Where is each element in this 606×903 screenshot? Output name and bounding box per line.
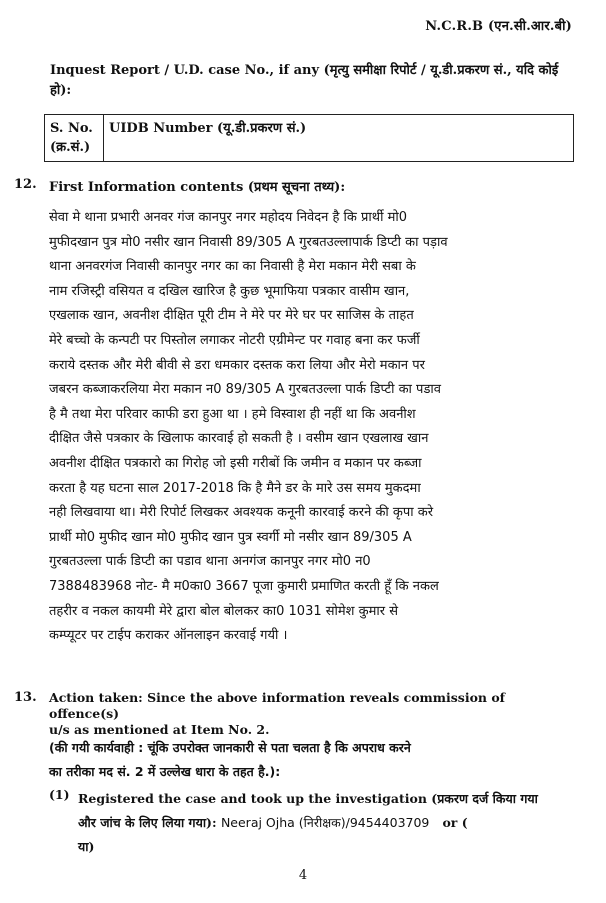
fir-text-line: नही लिखवाया था। मेरी रिपोर्ट लिखकर अवश्यक कनूनी कारवाई करने की कृपा करे: [49, 505, 434, 521]
subitem-1-line2: [78, 811, 573, 835]
uidb-number-label: UIDB Number (यू.डी.प्रकरण सं.): [109, 121, 307, 136]
section-13-hindi-line1: (की गयी कार्यवाही : चूंकि उपरोक्त जानकारी से पता चलता है कि अपराध करने: [49, 740, 411, 755]
section-13-title: [49, 690, 569, 738]
fir-text-line: मेरे बच्चो के कन्पटी पर पिस्तोल लगाकर नोटरी एग्रीमेन्ट पर गवाह बना कर फर्जी: [49, 332, 420, 348]
header-org-title: N.C.R.B (एन.सी.आर.बी): [425, 19, 572, 34]
fir-text-line: 7388483968 नोट- मै म0का0 3667 पूजा कुमारी प्रमाणित करती हूँ कि नकल: [49, 578, 439, 594]
fir-text-line: प्रार्थी मो0 मुफीद खान मो0 मुफीद खान पुत्र स्वर्गी मो नसीर खान 89/305 A: [49, 529, 412, 545]
fir-text-line: एखलाक खान, अवनीश दीक्षित पूरी टीम ने मेरे पर मेरे घर पर साजिस के ताहत: [49, 308, 414, 324]
subitem-1-number: (1): [49, 787, 70, 802]
uidb-number-cell: [104, 115, 574, 162]
subitem-1-line1: Registered the case and took up the investigation (प्रकरण दर्ज किया गया: [78, 791, 538, 806]
fir-text-line: तहरीर व नकल कायमी मेरे द्वारा बोल बोलकर का0 1031 सोमेश कुमार से: [49, 603, 399, 619]
fir-text-line: करता है यह घटना साल 2017-2018 कि है मैने डर के मारे उस समय मुकदमा: [49, 480, 421, 496]
sno-label: S. No.: [50, 121, 93, 136]
fir-text-line: सेवा मे थाना प्रभारी अनवर गंज कानपुर नगर महोदय निवेदन है कि प्रार्थी मो0: [49, 210, 408, 225]
fir-text-line: दीक्षित जैसे पत्रकार के खिलाफ कारवाई हो सकती है । वसीम खान एखलाख खान: [49, 431, 429, 447]
inquest-report-label: Inquest Report / U.D. case No., if any (मृत्यु समीक्षा रिपोर्ट / यू.डी.प्रकरण सं., यदि कोई हो):: [50, 63, 559, 98]
page-number: 4: [298, 868, 308, 883]
section-12-title: First Information contents (प्रथम सूचना तथ्य):: [49, 180, 346, 195]
sno-label-hindi: (क्र.सं.): [50, 140, 91, 155]
section-13-hindi: [49, 736, 571, 784]
fir-text-line: जबरन कब्जाकरलिया मेरा मकान न0 89/305 A गुरबतउल्ला पार्क डिप्टी का पडाव: [49, 382, 441, 398]
first-information-contents: [49, 206, 571, 649]
subitem-1-line2-tail: or (: [442, 815, 468, 830]
fir-text-line: कराये दस्तक और मेरी बीवी से डरा धमकार दस्तक करा लिया और मेरो मकान पर: [49, 357, 425, 373]
subitem-1-text: [78, 787, 573, 859]
uidb-table: [44, 114, 574, 162]
fir-text-line: नाम रजिस्ट्री वसियत व दखिल खारिज है कुछ भूमाफिया पत्रकार वासीम खान,: [49, 283, 410, 299]
investigating-officer: Neeraj Ojha (निरीक्षक)/9454403709: [220, 815, 430, 830]
section-13-number: 13.: [14, 690, 37, 705]
fir-text-line: अवनीश दीक्षित पत्रकारो का गिरोह जो इसी गरीबों कि जमीन व मकान पर कब्जा: [49, 455, 422, 471]
section-12-number: 12.: [14, 177, 37, 192]
fir-text-line: गुरबतउल्ला पार्क डिप्टी का पडाव थाना अनगंज कानपुर नगर मो0 न0: [49, 554, 371, 570]
section-13-title-line2: u/s as mentioned at Item No. 2.: [49, 722, 270, 737]
sno-cell: [45, 115, 104, 162]
fir-text-line: थाना अनवरगंज निवासी कानपुर नगर का का निवासी है मेरा मकान मेरी सबा के: [49, 259, 416, 275]
fir-text-line: है मै तथा मेरा परिवार काफी डरा हुआ था । हमे विस्वाश ही नहीं था कि अवनीश: [49, 406, 416, 422]
subitem-1-line3: या): [78, 839, 95, 854]
section-13-hindi-line2: का तरीका मद सं. 2 में उल्लेख धारा के तहत है.):: [49, 764, 281, 779]
section-13-title-line1: Action taken: Since the above information reveals commission of offence(s): [49, 690, 506, 721]
fir-text-line: कम्प्यूटर पर टाईप कराकर ऑनलाइन करवाई गयी ।: [49, 628, 288, 644]
subitem-1-line2-label: और जांच के लिए लिया गया):: [78, 815, 217, 830]
fir-text-line: मुफीदखान पुत्र मो0 नसीर खान निवासी 89/305 A गुरबतउल्लापार्क डिप्टी का पड़ाव: [49, 234, 448, 250]
